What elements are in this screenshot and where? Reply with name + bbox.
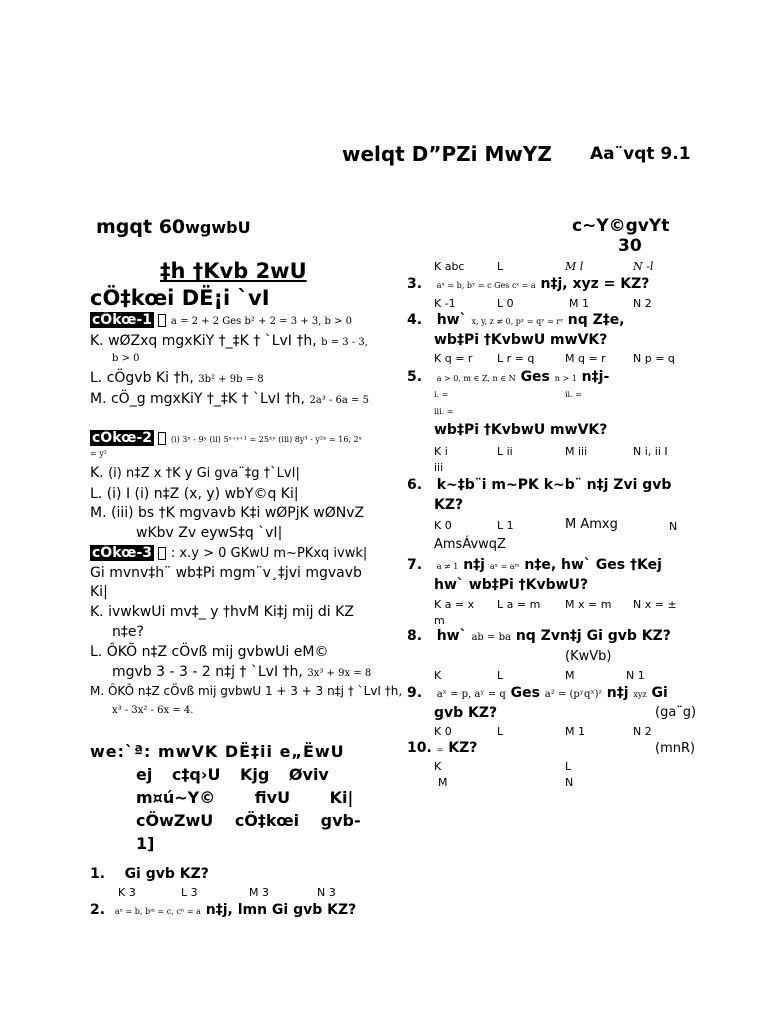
mcq-3-math: aˣ = b, bʸ = c Ges cᶻ = a [436,281,536,290]
mcq-5-text1: Ges [520,369,550,385]
mcq-7-line2: hw` wb‡Pi †KvbwU? [434,577,589,593]
mcq-5-line2: wb‡Pi †KvbwU mwVK? [434,422,608,438]
mcq-3-num: 3. [407,276,423,292]
mcq-5-option-l[interactable]: L ii [497,445,513,458]
q3-stem-text: : x.y > 0 GKwU m~PKxq ivwk| [170,546,368,561]
mcq-instruction-line1: we:`ª: mwVK DË‡ii e„ËwU [90,742,345,761]
mcq-9-text3: Gi [651,685,668,701]
mcq-2-text: n‡j, lmn Gi gvb KZ? [205,902,357,918]
q2-part-m: M. (iii) bs †K mgvavb K‡i wØPjK wØNvZ [90,505,365,521]
q3-l-math: 3x³ + 9x = 8 [307,668,372,679]
q2-k-math: (i) n‡Z x †K y Gi gva¨‡g †`LvI| [108,466,300,481]
mcq-4-num: 4. [407,312,423,328]
mcq-4-option-m[interactable]: M q = r [565,352,606,365]
q1-part-m [90,391,369,407]
q2-part-m-cont: wKbv Zv eywS‡q `vI| [136,525,283,541]
mcq-8-option-m[interactable]: M [565,669,575,682]
q3-l-text2: mgvb 3 - 3 - 2 n‡j † `LvI †h, [112,664,303,680]
q1-part-l [90,370,264,386]
mcq-7-math: a ≠ 1 [436,562,459,571]
mcq-9 [407,685,668,701]
mcq-7-text2: n‡e, hw` Ges †Kej [524,557,662,573]
mcq-7-option-n[interactable]: N x = ± [633,598,677,611]
time-unit: wgwbU [185,218,251,237]
mcq-2 [90,902,356,918]
mcq-8 [407,628,671,644]
mcq-2-option-k[interactable]: K abc [434,260,465,273]
mcq-1-option-n[interactable]: N 3 [317,886,336,899]
mcq-instruction-line3: m¤ú~Y© fivU Ki| [136,788,354,807]
mcq-4 [407,312,625,328]
mcq-9-math: aˣ = p, aʸ = q [436,689,506,700]
q3-part-k-cont: n‡e? [112,624,144,640]
mcq-4-line2: wb‡Pi †KvbwU mwVK? [434,332,608,348]
page-title: welqt D”PZi MwYZ [342,142,552,166]
q2-part-l: L. (i) I (i) n‡Z (x, y) wbY©q Ki| [90,486,299,502]
box-icon [158,314,166,327]
q1-m-text: M. cÖ_g mgxKiY †_‡K † `LvI †h, [90,391,305,407]
mcq-8-option-l[interactable]: L [497,669,504,682]
time-label [96,216,251,238]
q3-part-m: M. ÔKÕ n‡Z cÖvß mij gvbwU 1 + 3 + 3 n‡j † `LvI †h, [90,684,403,698]
mcq-9-option-n[interactable]: N 2 [633,725,652,738]
mcq-8-num: 8. [407,628,423,644]
q1-label: cÖkœ-1 [92,312,153,328]
mcq-1 [90,866,209,882]
q1-l-text: L. cÖgvb Ki †h, [90,370,194,386]
time-value: mgqt 60 [96,216,186,238]
mcq-3 [407,276,649,292]
mcq-5-option-n[interactable]: N i, ii I [633,445,668,458]
mcq-9-option-k[interactable]: K 0 [434,725,452,738]
q3-label: cÖkœ-3 [92,545,153,561]
mcq-5-math2: n > 1 [554,374,577,383]
mcq-instruction-line5: 1] [136,834,155,853]
mcq-10-difficulty: (mnR) [655,741,696,756]
q1-k-math2: b > 0 [112,353,140,364]
mcq-10-option-k[interactable]: K [434,760,442,773]
q3-stem [90,545,367,561]
mcq-5-statement-iii: iii. = [434,407,454,416]
section1-subheading: cÖ‡kœi DË¡i `vI [90,286,270,310]
mcq-10-option-m[interactable]: M [438,776,448,789]
total-marks-value: 30 [618,236,642,256]
mcq-6-option-n-cont: AmsÁvwqZ [434,537,506,552]
q1-m-math: 2a³ - 6a = 5 [309,395,369,406]
mcq-5 [407,369,609,385]
mcq-7-option-l[interactable]: L a = m [497,598,541,611]
mcq-7-math2: aˣ = aᵐ [489,562,520,571]
mcq-7 [407,557,662,573]
mcq-1-option-l[interactable]: L 3 [181,886,198,899]
mcq-instruction-line4: cÖwZwU cÖ‡kœi gvb- [136,811,361,830]
box-icon [158,432,166,445]
mcq-1-num: 1. [90,866,106,882]
mcq-7-option-n-cont: m [434,614,445,627]
mcq-9-option-m[interactable]: M 1 [565,725,585,738]
mcq-4-option-k[interactable]: K q = r [434,352,473,365]
q2-part-k [90,465,300,481]
mcq-4-option-l[interactable]: L r = q [497,352,535,365]
mcq-8-difficulty: (KwVb) [565,649,612,664]
q1-k-math: b = 3 - 3, [321,337,368,348]
mcq-10-text: KZ? [448,740,478,756]
mcq-7-option-k[interactable]: K a = x [434,598,475,611]
mcq-4-math: x, y, z ≠ 0, pˣ = qʸ = rᶻ [471,317,563,326]
section1-heading: ‡h †Kvb 2wU [160,259,307,283]
mcq-3-option-m[interactable]: M 1 [569,297,589,310]
q2-stem-math2: = y² [90,449,107,458]
mcq-6-option-m[interactable]: M Amxg [565,517,618,532]
mcq-4-text1: hw` [436,312,467,328]
mcq-8-math: ab = ba [471,632,511,643]
mcq-8-text1: hw` [436,628,467,644]
mcq-5-statement-i: i. = [434,390,449,399]
mcq-5-option-n-cont: iii [434,461,444,474]
subject-label: Aa¨vqt 9.1 [590,144,691,164]
mcq-7-option-m[interactable]: M x = m [565,598,612,611]
q1-stem [90,312,352,328]
box-icon [158,547,166,560]
mcq-instruction-line2: ej c‡q›U Kjg Øviv [136,765,329,784]
q3-m-math: x³ - 3x² - 6x = 4. [112,705,194,716]
mcq-6-option-k[interactable]: K 0 [434,519,452,532]
q3-stem-line3: Ki| [90,584,108,600]
mcq-6-line2: KZ? [434,497,464,513]
q1-part-k [90,333,368,349]
mcq-3-text: n‡j, xyz = KZ? [540,276,650,292]
q2-stem [90,430,362,446]
mcq-9-math2: a² = (pʸqˣ)ᶻ [544,689,602,700]
q2-label: cÖkœ-2 [92,430,153,446]
mcq-6-option-l[interactable]: L 1 [497,519,514,532]
mcq-5-option-m[interactable]: M iii [565,445,588,458]
mcq-3-option-l[interactable]: L 0 [497,297,514,310]
mcq-9-option-l[interactable]: L [497,725,504,738]
mcq-6-text: k~‡b¨i m~PK k~b¨ n‡j Zvi gvb [436,477,672,493]
mcq-7-num: 7. [407,557,423,573]
q2-k-text: K. [90,465,104,481]
mcq-3-option-n[interactable]: N 2 [633,297,652,310]
mcq-10-option-l[interactable]: L [565,760,572,773]
mcq-2-option-m[interactable]: M l [565,260,584,273]
mcq-6-option-n[interactable]: N [669,520,678,533]
mcq-1-option-k[interactable]: K 3 [118,886,136,899]
mcq-2-option-n[interactable]: N -l [633,260,654,273]
mcq-1-option-m[interactable]: M 3 [249,886,269,899]
mcq-9-num: 9. [407,685,423,701]
mcq-10-option-n[interactable]: N [565,776,574,789]
mcq-4-option-n[interactable]: N p = q [633,352,675,365]
mcq-10 [407,740,477,756]
mcq-10-num: 10. [407,740,432,756]
q2-stem-math: (i) 3ˣ - 9ʸ (ii) 5ˣ⁺ʸ⁺¹ = 25ˣʸ (iii) 8y³ - y²ˣ = 16, 2ˣ [170,435,362,444]
q1-l-math: 3b² + 9b = 8 [198,374,264,385]
mcq-9-math3: xyz [633,690,647,699]
mcq-2-option-l[interactable]: L [497,260,504,273]
mcq-5-statement-ii: ii. = [565,390,582,399]
mcq-9-text2: n‡j [606,685,629,701]
mcq-3-option-k[interactable]: K -1 [434,297,456,310]
mcq-5-text2: n‡j- [581,369,610,385]
q3-part-l: L. ÔKÕ n‡Z cÖvß mij gvbwUi eM© [90,644,329,660]
q3-part-l-cont [112,664,371,680]
mcq-10-math: = [436,745,444,754]
mcq-1-text: Gi gvb KZ? [124,866,209,882]
mcq-5-option-k[interactable]: K i [434,445,448,458]
mcq-9-text1: Ges [510,685,540,701]
mcq-8-option-k[interactable]: K [434,669,442,682]
q3-part-k: K. ivwkwUi mv‡_ y †hvM Ki‡j mij di KZ [90,604,354,620]
mcq-2-math: aˣ = b, bᵐ = c, cⁿ = a [114,907,201,916]
mcq-9-difficulty: (ga¨g) [655,705,697,720]
mcq-6-num: 6. [407,477,423,493]
q3-stem-line2: Gi mvnv‡h¨ wb‡Pi mgm¨v¸‡jvi mgvavb [90,565,362,581]
total-marks-label: c~Y©gvYt [572,216,670,236]
mcq-5-math: a > 0, m ∈ Z, n ∈ N [436,374,516,383]
mcq-2-num: 2. [90,902,106,918]
mcq-8-text2: nq Zvn‡j Gi gvb KZ? [515,628,671,644]
mcq-8-option-n[interactable]: N 1 [626,669,645,682]
mcq-5-num: 5. [407,369,423,385]
q1-k-text: K. wØZxq mgxKiY †_‡K † `LvI †h, [90,333,317,349]
mcq-7-text1: n‡j [463,557,485,573]
mcq-9-line2: gvb KZ? [434,705,498,721]
mcq-6 [407,477,671,493]
mcq-4-text2: nq Z‡e, [567,312,625,328]
q1-stem-math: a = 2 + 2 Ges b² + 2 = 3 + 3, b > 0 [170,316,353,327]
